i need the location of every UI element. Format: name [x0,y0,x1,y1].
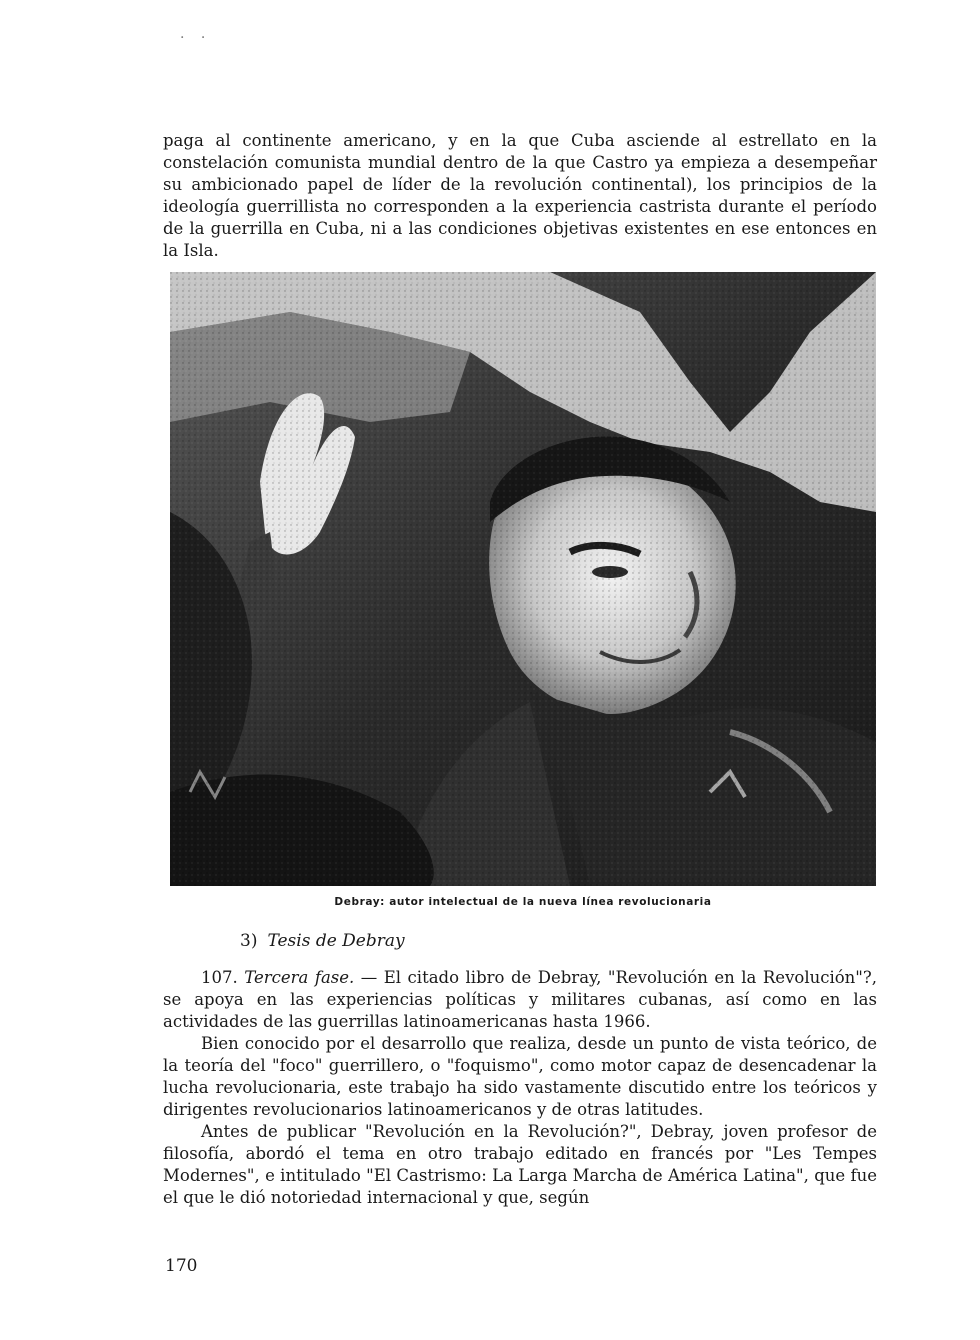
section-title: Tesis de Debray [267,931,405,951]
section-number: 3) [240,931,258,951]
debray-photo-illustration [170,272,876,886]
page-number: 170 [165,1256,198,1276]
body-text [163,967,877,1209]
debray-photo [170,272,876,886]
paragraph-107-number: 107. [201,968,238,987]
section-heading [240,931,405,951]
paragraph-castrismo: Antes de publicar "Revolución en la Revolución?", Debray, joven profesor de filosofía, abordó el tema en otro trabajo editado en francés por "Les Tempes Modernes", e intitulado "El Castrismo: La Larga Marcha de América Latina", que fue el que le dió notoriedad internacional y que, según [163,1122,877,1207]
photo-caption: Debray: autor intelectual de la nueva línea revolucionaria [334,896,712,908]
paragraph-foquismo: Bien conocido por el desarrollo que realiza, desde un punto de vista teórico, de la teoría del "foco" guerrillero, o "foquismo", como motor capaz de desencadenar la lucha revolucionaria, este trabajo ha sido vastamente discutido entre los teóricos y dirigentes revolucionarios latinoamericanos y de otras latitudes. [163,1034,877,1119]
paragraph-107 [163,967,877,1033]
paragraph-107-text: — El citado libro de Debray, "Revolución en la Revolución"?, se apoya en las experiencias políticas y militares cubanas, así como en las actividades de las guerrillas latinoamericanas hasta 1966. [163,968,877,1031]
scan-speck: · · [180,30,212,46]
top-paragraph-text: paga al continente americano, y en la que Cuba asciende al estrellato en la constelación comunista mundial dentro de la que Castro ya empieza a desempeñar su ambicionado papel de líder de la revolución continental), los principios de la ideología guerrillista no corresponden a la experiencia castrista durante el período de la guerrilla en Cuba, ni a las condiciones objetivas existentes en ese entonces en la Isla. [163,131,877,260]
top-paragraph [163,130,877,262]
paragraph-107-heading: Tercera fase. [244,968,355,987]
